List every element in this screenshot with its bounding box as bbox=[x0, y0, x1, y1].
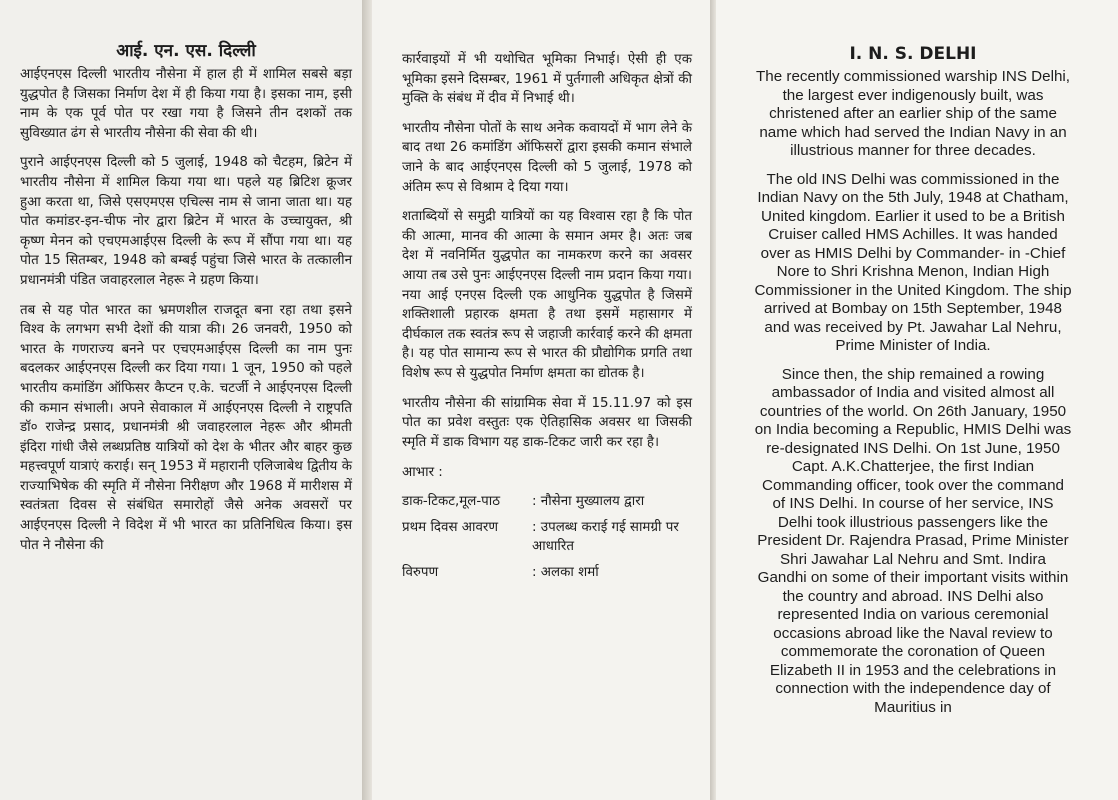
hindi-paragraph-2: पुराने आईएनएस दिल्ली को 5 जुलाई, 1948 को चैटहम, ब्रिटेन में भारतीय नौसेना में शामिल किया गया था। पहले यह ब्रिटिश क्रूजर हुआ करता था, जिसे एसएमएस एचिल्स नाम से जाना जाता था। यह पोत कमांडर-इन-चीफ नोर द्वारा ब्रिटेन में भारत के उच्चायुक्त, श्री कृष्ण मेनन को एचएमआईएस दिल्ली के रूप में सौंपा गया था। यह पोत 15 सितम्बर, 1948 को बम्बई पहुंचा जिसे भारत के तत्कालीन प्रधानमंत्री पंडित जवाहरलाल नेहरू ने ग्रहण किया। bbox=[20, 155, 352, 288]
hindi-left-panel bbox=[0, 0, 362, 800]
hindi-middle-panel bbox=[372, 0, 710, 800]
acknowledgement-row bbox=[402, 492, 692, 512]
english-paragraph-1: The recently commissioned warship INS Delhi, the largest ever indigenously built, was christened after an earlier ship of the same name which had served the Indian Navy in an illustrious manner for three decades. bbox=[756, 68, 1070, 159]
hindi-middle-paragraph-1: कार्रवाइयों में भी यथोचित भूमिका निभाई। ऐसी ही एक भूमिका इसने दिसम्बर, 1961 में पुर्तगाली अधिकृत क्षेत्रों की मुक्ति के संबंध में दीव में निभाई थी। bbox=[402, 52, 692, 107]
acknowledgement-title: आभार : bbox=[402, 465, 443, 481]
ack-value: : उपलब्ध कराई गई सामग्री पर आधारित bbox=[532, 519, 679, 555]
english-paragraph-3: Since then, the ship remained a rowing ambassador of India and visited almost all countries of the world. On 26th January, 1950 on India becoming a Republic, HMIS Delhi was re-designated INS Delhi. On 1st June, 1950 Capt. A.K.Chatterjee, the first Indian Commanding officer, took over the command of INS Delhi. In course of her service, INS Delhi took illustrious passengers like the President Dr. Rajendra Prasad, Prime Minister Shri Jawahar Lal Nehru and Smt. Indira Gandhi on some of their important visits within the country and abroad. INS Delhi also represented India on various ceremonial occasions abroad like the Naval review to commemorate the coronation of Queen Elizabeth II in 1953 and the celebrations in connection with the independence day of Mauritius in bbox=[754, 365, 1072, 716]
ack-key: प्रथम दिवस आवरण bbox=[402, 519, 499, 535]
page-fold bbox=[362, 0, 372, 800]
hindi-title: आई. एन. एस. दिल्ली bbox=[116, 41, 256, 61]
acknowledgement-row bbox=[402, 563, 692, 583]
hindi-paragraph-1: आईएनएस दिल्ली भारतीय नौसेना में हाल ही में शामिल सबसे बड़ा युद्धपोत है जिसका निर्माण देश में ही किया गया है। इसका नाम, इसी नाम के एक पूर्व पोत पर रखा गया है जिसने तीन दशकों तक सुविख्यात ढंग से भारतीय नौसेना की सेवा की थी। bbox=[20, 67, 352, 141]
ack-value: : अलका शर्मा bbox=[532, 565, 599, 581]
ack-key: विरुपण bbox=[402, 565, 439, 581]
hindi-middle-paragraph-4: भारतीय नौसेना की सांग्रामिक सेवा में 15.11.97 को इस पोत का प्रवेश वस्तुतः एक ऐतिहासिक अवसर था जिसकी स्मृति में डाक विभाग यह डाक-टिकट जारी कर रहा है। bbox=[402, 395, 692, 450]
hindi-middle-paragraph-2: भारतीय नौसेना पोतों के साथ अनेक कवायदों में भाग लेने के बाद तथा 26 कमांडिंग ऑफिसरों द्वारा इसकी कमान संभाले जाने के बाद आईएनएस दिल्ली को 5 जुलाई, 1978 को अंतिम रूप से विश्राम दे दिया गया। bbox=[402, 120, 692, 195]
ack-value: : नौसेना मुख्यालय द्वारा bbox=[532, 494, 645, 510]
ack-key: डाक-टिकट,मूल-पाठ bbox=[402, 494, 501, 510]
english-title: I. N. S. DELHI bbox=[849, 44, 977, 64]
english-panel bbox=[716, 0, 1118, 800]
hindi-middle-paragraph-3: शताब्दियों से समुद्री यात्रियों का यह विश्वास रहा है कि पोत की आत्मा, मानव की आत्मा के समान अमर है। अतः जब देश में नवनिर्मित युद्धपोत का नामकरण करने का अवसर आया तब उसे पुनः आईएनएस दिल्ली नाम प्रदान किया गया। नया आई एनएस दिल्ली एक आधुनिक युद्धपोत है जिसमें शक्तिशाली प्रहारक क्षमता है तथा इसमें महासागर में दीर्घकाल तक स्वतंत्र रूप से जहाजी कार्रवाई करने की क्षमता है। यह पोत सामान्य रूप से भारत की प्रौद्योगिक प्रगति तथा विशेष रूप से युद्धपोत निर्माण क्षमता का द्योतक है। bbox=[402, 209, 692, 381]
acknowledgement-row bbox=[402, 518, 692, 557]
hindi-paragraph-3: तब से यह पोत भारत का भ्रमणशील राजदूत बना रहा तथा इसने विश्व के लगभग सभी देशों की यात्रा की। 26 जनवरी, 1950 को भारत के गणराज्य बनने पर एचएमआईएस दिल्ली का नाम पुनः बदलकर आईएनएस दिल्ली कर दिया गया। 1 जून, 1950 को पहले भारतीय कमांडिंग ऑफिसर कैप्टन ए.के. चटर्जी ने आईएनएस दिल्ली की कमान संभाली। अपने सेवाकाल में आईएनएस दिल्ली ने राष्ट्रपति डॉ० राजेन्द्र प्रसाद, प्रधानमंत्री श्री जवाहरलाल नेहरू और श्रीमती इंदिरा गांधी जैसे लब्धप्रतिष्ठ यात्रियों को देश के भीतर और बाहर कुछ महत्त्वपूर्ण यात्राएं कराई। सन् 1953 में महारानी एलिजाबेथ द्वितीय के राज्याभिषेक की स्मृति में नौसेना निरीक्षण और 1968 में मारीशस में स्वतंत्रता दिवस से संबंधित समारोहों जैसे अनेक अवसरों पर आईएनएस दिल्ली ने विदेश में भी भारत का प्रतिनिधित्व किया। इस पोत ने नौसेना की bbox=[20, 302, 352, 553]
english-paragraph-2: The old INS Delhi was commissioned in the Indian Navy on the 5th July, 1948 at Chatham, United kingdom. Earlier it used to be a British Cruiser called HMS Achilles. It was handed over as HMIS Delhi by Commander- in -Chief Nore to Shri Krishna Menon, Indian High Commissioner in the United Kingdom. The ship arrived at Bombay on 15th September, 1948 and was received by Pt. Jawahar Lal Nehru, Prime Minister of India. bbox=[754, 170, 1072, 354]
